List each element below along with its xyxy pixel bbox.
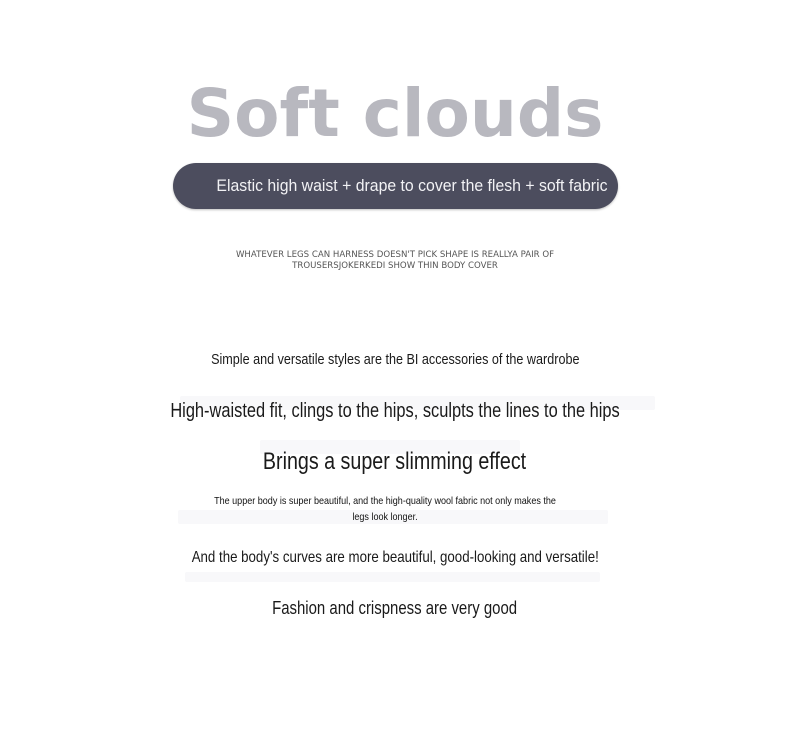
page-title: Soft clouds <box>186 75 604 152</box>
copy-line-5 <box>0 549 790 567</box>
feature-banner <box>173 163 618 209</box>
copy-line-3 <box>0 448 790 476</box>
copy-small-paragraph <box>185 493 585 525</box>
copy-line-2-text: High-waisted fit, clings to the hips, sculpts the lines to the hips <box>170 400 620 422</box>
copy-small-text: The upper body is super beautiful, and the high-quality wool fabric not only makes the legs look longer. <box>214 495 556 523</box>
caps-tagline: WHATEVER LEGS CAN HARNESS DOESN'T PICK SHAPE IS REALLYA PAIR OF TROUSERSJOKERKEDI SHOW THIN BODY COVER <box>235 250 555 271</box>
feature-banner-text: Elastic high waist + drape to cover the flesh + soft fabric <box>215 176 607 195</box>
copy-line-1-text: Simple and versatile styles are the BI accessories of the wardrobe <box>210 351 580 368</box>
copy-line-6 <box>0 598 790 619</box>
copy-line-5-text: And the body's curves are more beautiful, good-looking and versatile! <box>191 549 599 566</box>
copy-line-6-text: Fashion and crispness are very good <box>272 598 518 618</box>
copy-line-1 <box>0 351 790 368</box>
copy-line-2 <box>0 400 790 423</box>
faded-reflection <box>185 572 600 582</box>
copy-line-3-text: Brings a super slimming effect <box>263 448 527 475</box>
